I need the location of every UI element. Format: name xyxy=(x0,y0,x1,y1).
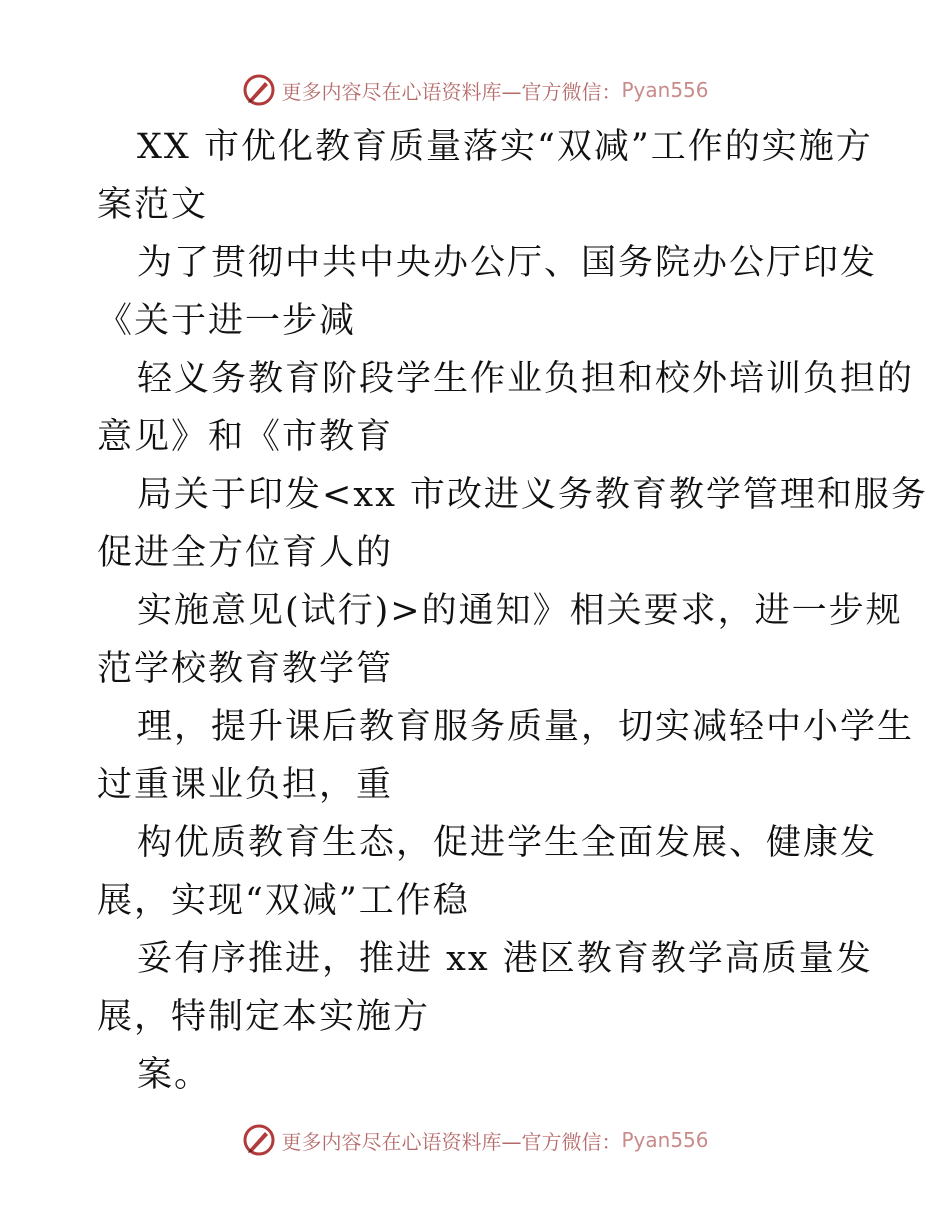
watermark-text: 更多内容尽在心语资料库—官方微信： xyxy=(281,79,622,104)
watermark-wechat-id: Pyan556 xyxy=(621,78,709,102)
text-line: 构优质教育生态，促进学生全面发展、健康发 xyxy=(137,823,878,863)
watermark-text: 更多内容尽在心语资料库—官方微信： xyxy=(281,1129,622,1154)
text-line: 意见》和《市教育 xyxy=(97,417,394,457)
pen-logo-icon xyxy=(241,72,277,108)
text-line: 过重课业负担，重 xyxy=(97,765,394,805)
text-line: 局关于印发<xx 市改进义务教育教学管理和服务 xyxy=(137,475,928,515)
document-body xyxy=(97,118,928,1104)
text-line: 妥有序推进，推进 xx 港区教育教学高质量发 xyxy=(137,939,873,979)
text-line: 轻义务教育阶段学生作业负担和校外培训负担的 xyxy=(137,359,915,399)
text-line: 实施意见(试行)>的通知》相关要求，进一步规 xyxy=(137,591,903,631)
text-line: 理，提升课后教育服务质量，切实减轻中小学生 xyxy=(137,707,915,747)
text-line: 展，特制定本实施方 xyxy=(97,997,431,1037)
text-line: 范学校教育教学管 xyxy=(97,649,394,689)
text-line: 为了贯彻中共中央办公厅、国务院办公厅印发 xyxy=(137,243,878,283)
header-watermark xyxy=(0,70,950,110)
text-line: 促进全方位育人的 xyxy=(97,533,394,573)
pen-logo-icon xyxy=(241,1122,277,1158)
text-line: XX 市优化教育质量落实“双减”工作的实施方 xyxy=(137,127,873,167)
footer-watermark xyxy=(0,1120,950,1160)
text-line: 案。 xyxy=(137,1055,212,1095)
text-line: 展，实现“双减”工作稳 xyxy=(97,881,470,921)
text-line: 《关于进一步减 xyxy=(97,301,357,341)
text-line: 案范文 xyxy=(97,185,209,225)
watermark-wechat-id: Pyan556 xyxy=(621,1128,709,1152)
